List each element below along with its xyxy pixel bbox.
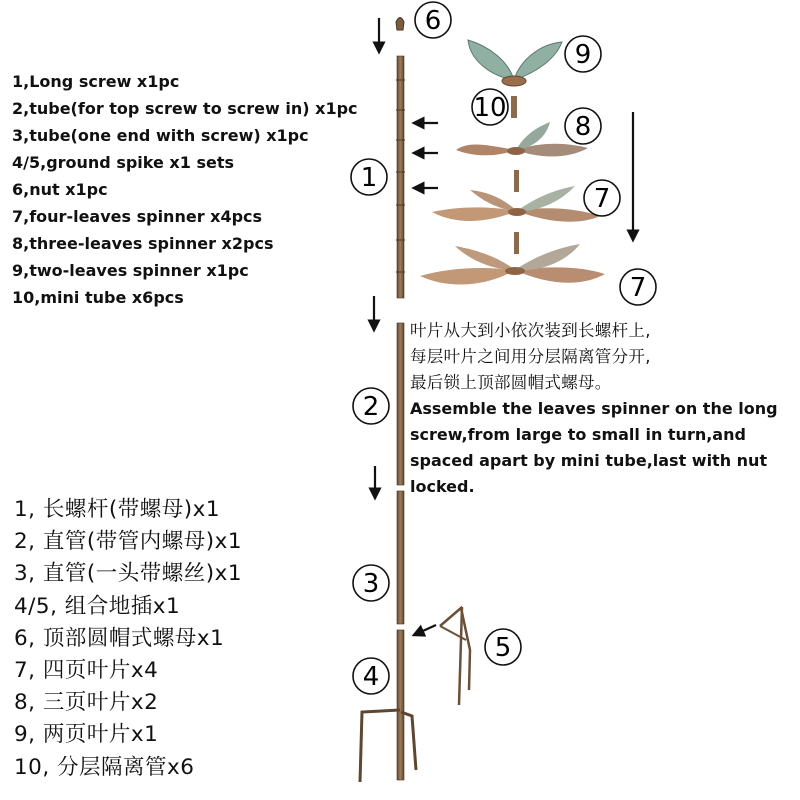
callout-4 [353, 658, 389, 694]
mini-tube-lower [514, 232, 519, 254]
part-en-6: 6,nut x1pc [12, 180, 108, 199]
part-cn-2: 2, 直管(带管内螺母)x1 [14, 529, 243, 555]
note-cn-line-3: 最后锁上顶部圆帽式螺母。 [410, 373, 612, 392]
svg-text:2: 2 [362, 392, 380, 422]
svg-text:3: 3 [362, 569, 380, 599]
callout-6 [415, 2, 451, 38]
svg-text:4: 4 [362, 662, 380, 692]
part-cn-7: 7, 四页叶片x4 [14, 658, 159, 684]
part-en-3: 3,tube(one end with screw) x1pc [12, 126, 309, 145]
callout-8 [565, 108, 601, 144]
tube-part-3 [397, 491, 404, 624]
nut-part [396, 18, 404, 31]
ground-spike-part-5 [440, 607, 470, 705]
svg-text:5: 5 [494, 633, 512, 663]
arrow-icon-spike [414, 625, 436, 635]
mini-tube-top [511, 96, 517, 118]
callout-9 [565, 36, 601, 72]
svg-text:6: 6 [424, 6, 442, 36]
callout-7-lower [620, 269, 656, 305]
part-cn-3: 3, 直管(一头带螺丝)x1 [14, 561, 243, 587]
part-en-1: 1,Long screw x1pc [12, 72, 180, 91]
tube-part-2 [397, 323, 404, 485]
part-en-4-5: 4/5,ground spike x1 sets [12, 153, 234, 172]
long-screw-part [396, 56, 405, 298]
part-en-9: 9,two-leaves spinner x1pc [12, 261, 249, 280]
part-en-10: 10,mini tube x6pcs [12, 288, 184, 307]
svg-text:10: 10 [473, 93, 507, 123]
callout-3 [353, 565, 389, 601]
part-en-2: 2,tube(for top screw to screw in) x1pc [12, 99, 358, 118]
note-cn-line-2: 每层叶片之间用分层隔离管分开, [410, 347, 651, 366]
two-leaves-spinner [468, 40, 562, 86]
svg-text:9: 9 [574, 40, 592, 70]
part-cn-10: 10, 分层隔离管x6 [14, 754, 195, 780]
note-en: Assemble the leaves spinner on the long screw,from large to small in turn,and spaced apart by mini tube,last with nut locked. [410, 399, 778, 496]
mini-tube-mid [514, 170, 519, 192]
part-cn-9: 9, 两页叶片x1 [14, 722, 159, 748]
svg-text:7: 7 [593, 184, 611, 214]
note-cn-line-1: 叶片从大到小依次装到长螺杆上, [410, 321, 651, 340]
part-cn-6: 6, 顶部圆帽式螺母x1 [14, 625, 225, 651]
svg-text:7: 7 [629, 273, 647, 303]
callout-2 [353, 388, 389, 424]
four-leaves-spinner-lower [420, 244, 605, 285]
callout-7-upper [584, 180, 620, 216]
svg-text:1: 1 [360, 163, 378, 193]
part-en-8: 8,three-leaves spinner x2pcs [12, 234, 274, 253]
part-cn-4-5: 4/5, 组合地插x1 [14, 593, 181, 619]
callout-1 [351, 159, 387, 195]
callout-5 [485, 629, 521, 665]
part-cn-1: 1, 长螺杆(带螺母)x1 [14, 497, 221, 522]
ground-spike-part-4 [360, 630, 416, 782]
part-en-7: 7,four-leaves spinner x4pcs [12, 207, 263, 226]
callout-10 [472, 89, 508, 125]
svg-text:8: 8 [574, 112, 592, 142]
part-cn-8: 8, 三页叶片x2 [14, 690, 159, 716]
